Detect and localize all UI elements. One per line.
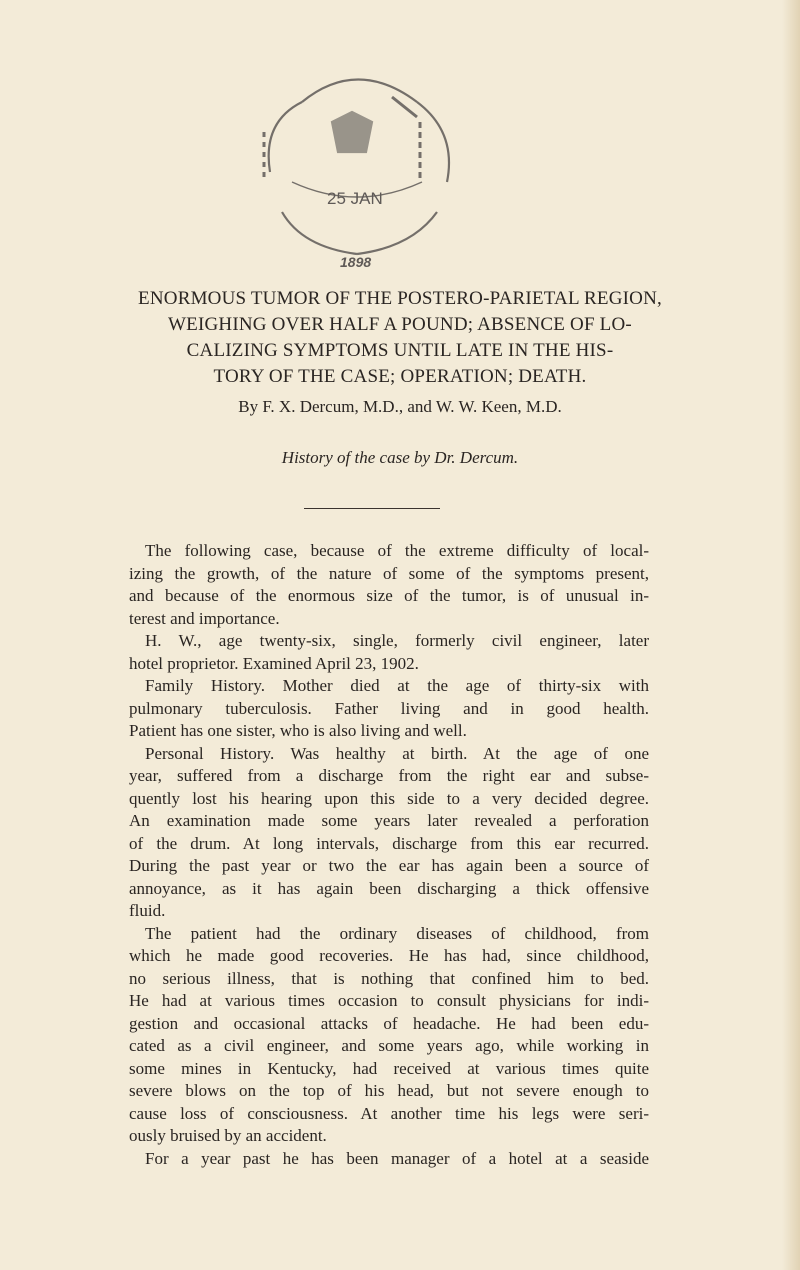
title-line: ENORMOUS TUMOR OF THE POSTERO-PARIETAL REGION,: [138, 288, 662, 309]
text-line: The following case, because of the extreme difficulty of local-: [145, 541, 649, 560]
text-line: cause loss of consciousness. At another time his legs were seri-: [129, 1103, 649, 1123]
title-line: TORY OF THE CASE; OPERATION; DEATH.: [213, 366, 587, 387]
section-subtitle: History of the case by Dr. Dercum.: [281, 448, 519, 467]
stamp-year: 1898: [340, 254, 372, 270]
library-stamp: [242, 62, 472, 287]
text-line: For a year past he has been manager of a hotel at a seaside: [145, 1148, 649, 1168]
body-text: [129, 540, 649, 1170]
text-line: izing the growth, of the nature of some of the symptoms present,: [129, 563, 649, 583]
title-line: CALIZING SYMPTOMS UNTIL LATE IN THE HIS-: [186, 340, 614, 361]
stamp-date: 25 JAN: [327, 189, 383, 208]
text-line: Family History. Mother died at the age of thirty-six with: [145, 676, 649, 695]
text-line: of the drum. At long intervals, discharge from this ear recurred.: [129, 833, 649, 853]
text-line: During the past year or two the ear has again been a source of: [129, 856, 649, 875]
text-line: pulmonary tuberculosis. Father living and in good health.: [129, 698, 649, 718]
text-line: terest and importance.: [129, 608, 280, 628]
text-line: which he made good recoveries. He has had, since childhood,: [129, 946, 649, 965]
text-line: some mines in Kentucky, had received at various times quite: [129, 1058, 649, 1078]
text-line: An examination made some years later revealed a perforation: [129, 811, 649, 830]
divider-rule: [304, 508, 440, 509]
article-title: [40, 286, 760, 390]
text-line: Patient has one sister, who is also living and well.: [129, 721, 467, 740]
title-line: WEIGHING OVER HALF A POUND; ABSENCE OF LO-: [168, 314, 632, 335]
text-line: and because of the enormous size of the tumor, is of unusual in-: [129, 586, 649, 605]
author-byline: By F. X. Dercum, M.D., and W. W. Keen, M.D.: [238, 397, 562, 416]
text-line: fluid.: [129, 901, 166, 920]
text-line: hotel proprietor. Examined April 23, 1902.: [129, 653, 419, 673]
text-line: Personal History. Was healthy at birth. At the age of one: [145, 743, 649, 763]
text-line: ously bruised by an accident.: [129, 1126, 327, 1145]
text-line: annoyance, as it has again been discharging a thick offensive: [129, 878, 649, 898]
text-line: severe blows on the top of his head, but not severe enough to: [129, 1081, 649, 1100]
text-line: quently lost his hearing upon this side to a very decided degree.: [129, 788, 649, 808]
text-line: cated as a civil engineer, and some years ago, while working in: [129, 1036, 649, 1055]
text-line: The patient had the ordinary diseases of childhood, from: [145, 923, 649, 943]
text-line: gestion and occasional attacks of headache. He had been edu-: [129, 1013, 649, 1033]
page-edge-shadow: [782, 0, 800, 1270]
text-line: year, suffered from a discharge from the right ear and subse-: [129, 766, 649, 785]
text-line: H. W., age twenty-six, single, formerly civil engineer, later: [145, 631, 649, 650]
text-line: He had at various times occasion to consult physicians for indi-: [129, 991, 649, 1010]
text-line: no serious illness, that is nothing that confined him to bed.: [129, 968, 649, 988]
